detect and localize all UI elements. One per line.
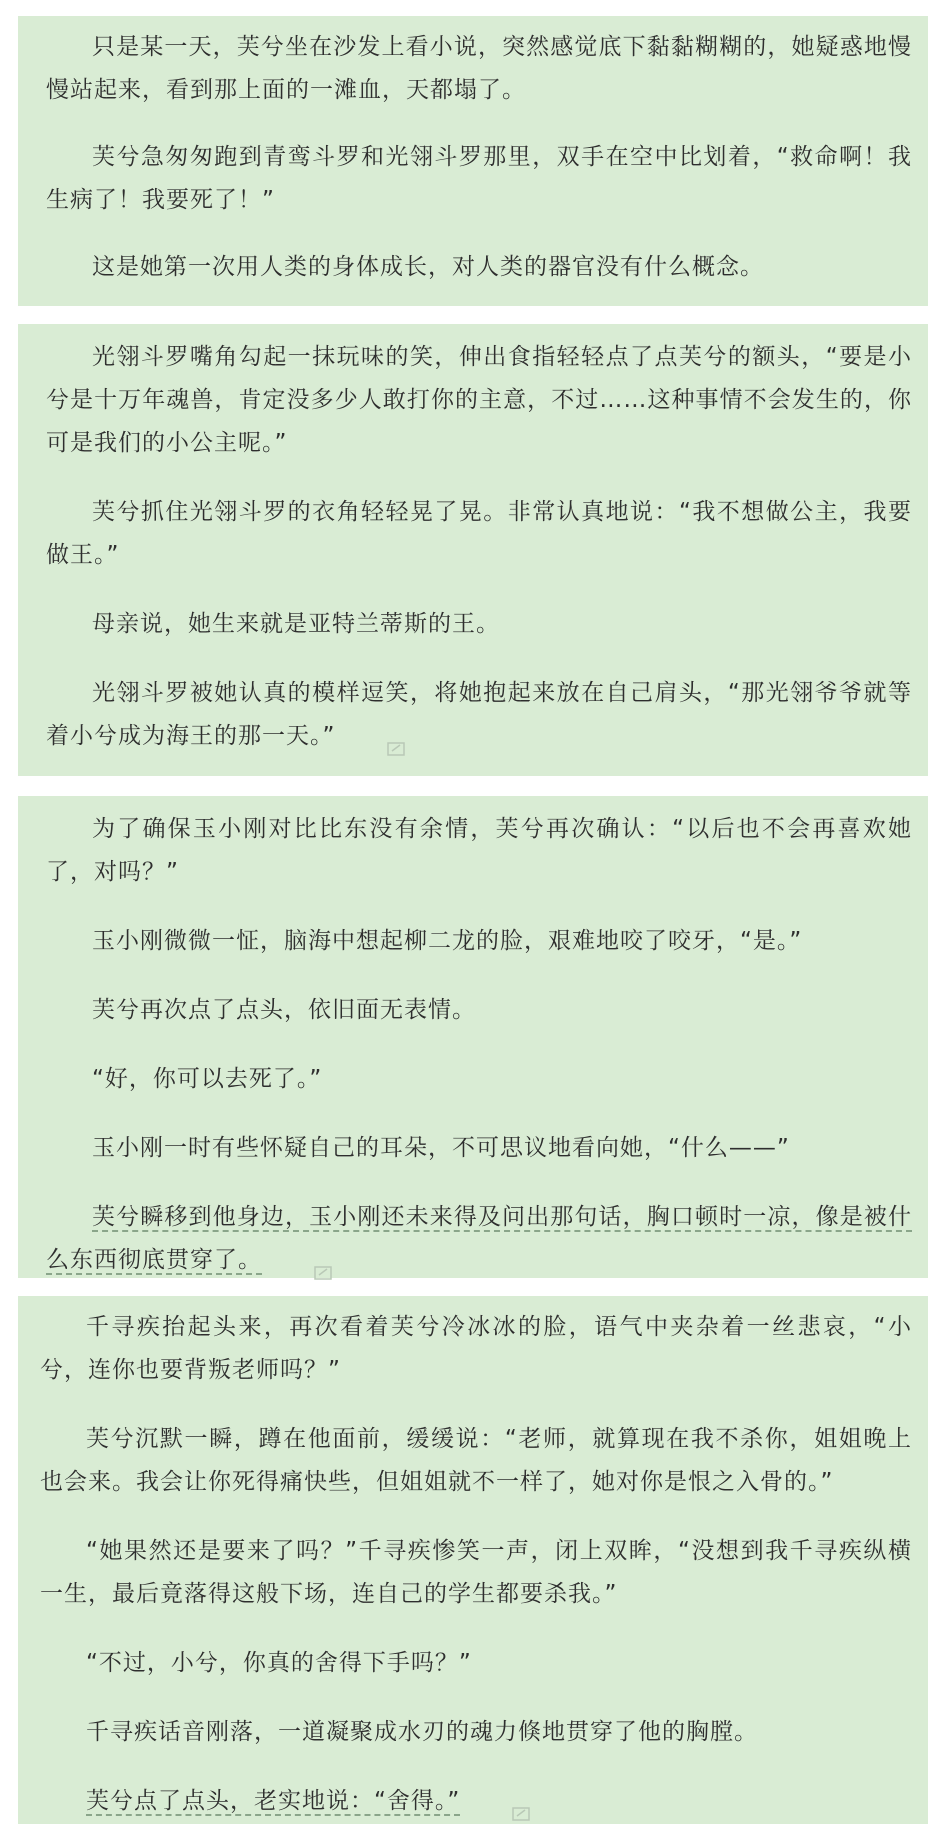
text-card-3 xyxy=(18,796,928,1278)
underlined-text[interactable]: 芙兮瞬移到他身边，玉小刚还未来得及问出那句话，胸口顿时一凉，像是被什么东西彻底贯穿了。 xyxy=(46,1204,912,1273)
paragraph: 这是她第一次用人类的身体成长，对人类的器官没有什么概念。 xyxy=(92,254,764,280)
paragraph: 千寻疾话音刚落，一道凝聚成水刃的魂力倏地贯穿了他的胸膛。 xyxy=(86,1719,758,1745)
paragraph-with-note xyxy=(46,672,912,758)
paragraph: 千寻疾抬起头来，再次看着芙兮冷冰冰的脸，语气中夹杂着一丝悲哀，“小兮，连你也要背叛老师吗？” xyxy=(40,1314,912,1383)
text-card-4 xyxy=(18,1296,928,1824)
paragraph: 芙兮急匆匆跑到青鸾斗罗和光翎斗罗那里，双手在空中比划着，“救命啊！我生病了！我要死了！” xyxy=(46,144,912,213)
text-card-2 xyxy=(18,324,928,776)
comment-note-icon[interactable] xyxy=(466,1794,486,1810)
comment-note-icon[interactable] xyxy=(341,729,361,745)
paragraph: “她果然还是要来了吗？”千寻疾惨笑一声，闭上双眸，“没想到我千寻疾纵横一生，最后竟落得这般下场，连自己的学生都要杀我。” xyxy=(40,1538,912,1607)
paragraph: 玉小刚一时有些怀疑自己的耳朵，不可思议地看向她，“什么——” xyxy=(92,1135,790,1161)
paragraph-with-note xyxy=(40,1780,912,1823)
paragraph: 芙兮再次点了点头，依旧面无表情。 xyxy=(92,997,476,1023)
paragraph: “不过，小兮，你真的舍得下手吗？” xyxy=(86,1650,472,1676)
paragraph: 芙兮沉默一瞬，蹲在他面前，缓缓说：“老师，就算现在我不杀你，姐姐晚上也会来。我会让你死得痛快些，但姐姐就不一样了，她对你是恨之入骨的。” xyxy=(40,1426,912,1495)
paragraph: “好，你可以去死了。” xyxy=(92,1066,323,1092)
paragraph: 光翎斗罗嘴角勾起一抹玩味的笑，伸出食指轻轻点了点芙兮的额头，“要是小兮是十万年魂兽，肯定没多少人敢打你的主意，不过……这种事情不会发生的，你可是我们的小公主呢。” xyxy=(46,344,912,456)
underlined-text[interactable]: 芙兮点了点头，老实地说：“舍得。” xyxy=(86,1788,461,1814)
paragraph: 为了确保玉小刚对比比东没有余情，芙兮再次确认：“以后也不会再喜欢她了，对吗？” xyxy=(46,816,912,885)
paragraph: 母亲说，她生来就是亚特兰蒂斯的王。 xyxy=(92,611,500,637)
paragraph: 只是某一天，芙兮坐在沙发上看小说，突然感觉底下黏黏糊糊的，她疑惑地慢慢站起来，看到那上面的一滩血，天都塌了。 xyxy=(46,34,912,103)
comment-note-icon[interactable] xyxy=(268,1253,288,1269)
paragraph: 玉小刚微微一怔，脑海中想起柳二龙的脸，艰难地咬了咬牙，“是。” xyxy=(92,928,803,954)
text-card-1 xyxy=(18,16,928,306)
paragraph-with-note xyxy=(46,1196,912,1282)
paragraph-text: 光翎斗罗被她认真的模样逗笑，将她抱起来放在自己肩头，“那光翎爷爷就等着小兮成为海王的那一天。” xyxy=(46,680,912,749)
paragraph: 芙兮抓住光翎斗罗的衣角轻轻晃了晃。非常认真地说：“我不想做公主，我要做王。” xyxy=(46,499,912,568)
